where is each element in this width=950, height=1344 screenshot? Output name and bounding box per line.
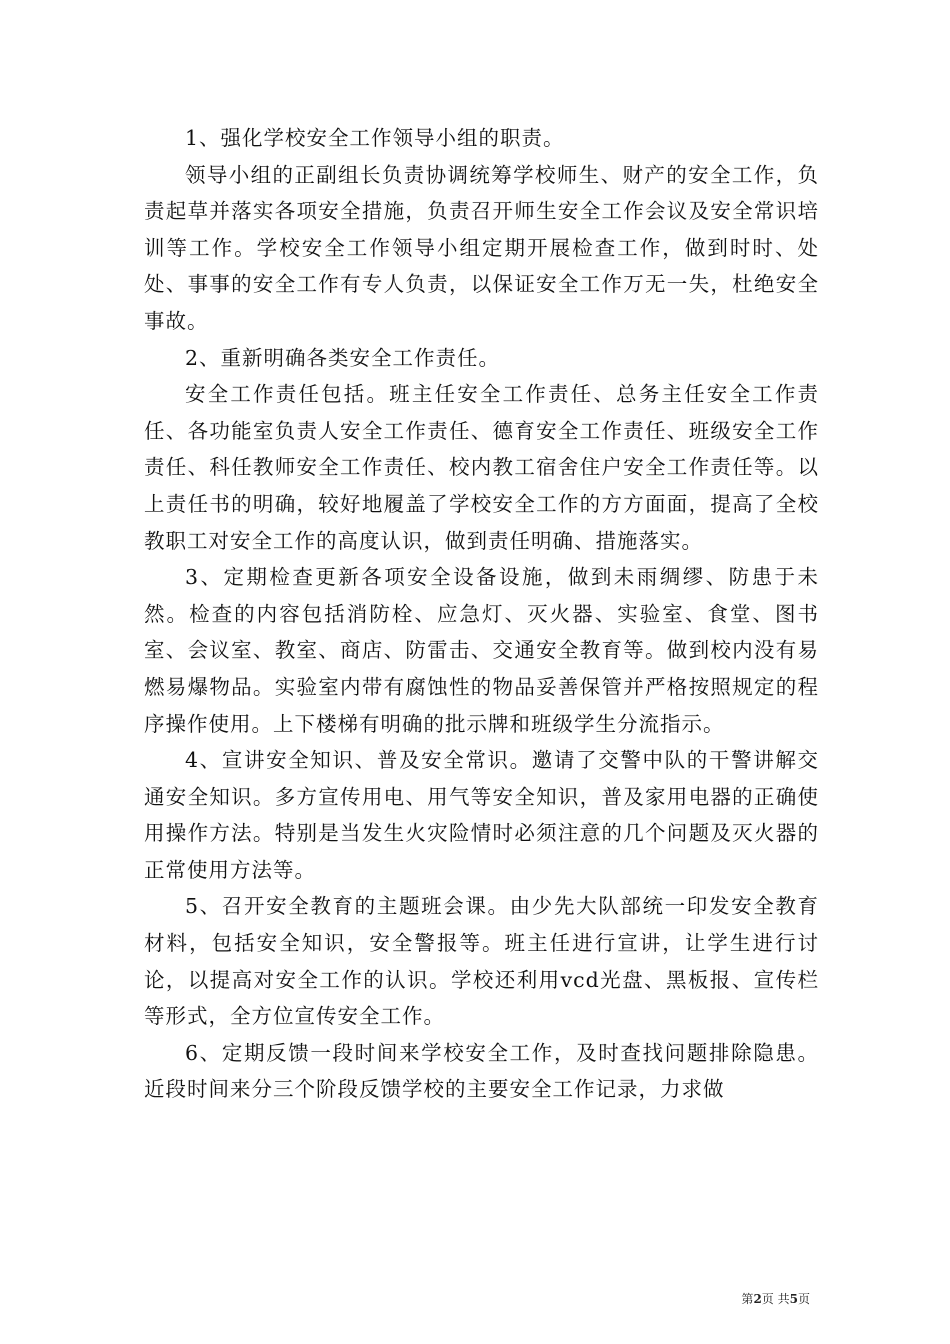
paragraph-2: 领导小组的正副组长负责协调统筹学校师生、财产的安全工作，负责起草并落实各项安全措施，负责召开师生安全工作会议及安全常识培训等工作。学校安全工作领导小组定期开展检查工作，做到时时、处处、事事的安全工作有专人负责，以保证安全工作万无一失，杜绝安全事故。	[144, 162, 819, 333]
paragraph-7: 5、召开安全教育的主题班会课。由少先大队部统一印发安全教育材料，包括安全知识，安全警报等。班主任进行宣讲，让学生进行讨论，以提高对安全工作的认识。学校还利用vcd光盘、黑板报、宣传栏等形式，全方位宣传安全工作。	[144, 894, 819, 1029]
footer-suffix: 页	[797, 1292, 810, 1306]
total-pages-number: 5	[789, 1292, 798, 1306]
document-body	[144, 120, 819, 1108]
paragraph-1: 1、强化学校安全工作领导小组的职责。	[185, 126, 565, 150]
current-page-number: 2	[753, 1292, 762, 1306]
footer-middle: 页 共	[761, 1292, 790, 1306]
page-footer	[741, 1290, 810, 1307]
footer-prefix: 第	[741, 1292, 754, 1306]
paragraph-5: 3、定期检查更新各项安全设备设施，做到未雨绸缪、防患于未然。检查的内容包括消防栓、应急灯、灭火器、实验室、食堂、图书室、会议室、教室、商店、防雷击、交通安全教育等。做到校内没有易燃易爆物品。实验室内带有腐蚀性的物品妥善保管并严格按照规定的程序操作使用。上下楼梯有明确的批示牌和班级学生分流指示。	[144, 565, 819, 736]
paragraph-8: 6、定期反馈一段时间来学校安全工作，及时查找问题排除隐患。近段时间来分三个阶段反馈学校的主要安全工作记录，力求做	[144, 1040, 819, 1102]
paragraph-3: 2、重新明确各类安全工作责任。	[185, 345, 501, 370]
paragraph-4: 安全工作责任包括。班主任安全工作责任、总务主任安全工作责任、各功能室负责人安全工作责任、德育安全工作责任、班级安全工作责任、科任教师安全工作责任、校内教工宿舍住户安全工作责任等。以上责任书的明确，较好地履盖了学校安全工作的方方面面，提高了全校教职工对安全工作的高度认识，做到责任明确、措施落实。	[144, 382, 819, 553]
paragraph-6: 4、宣讲安全知识、普及安全常识。邀请了交警中队的干警讲解交通安全知识。多方宣传用电、用气等安全知识，普及家用电器的正确使用操作方法。特别是当发生火灾险情时必须注意的几个问题及灭火器的正常使用方法等。	[144, 748, 819, 882]
